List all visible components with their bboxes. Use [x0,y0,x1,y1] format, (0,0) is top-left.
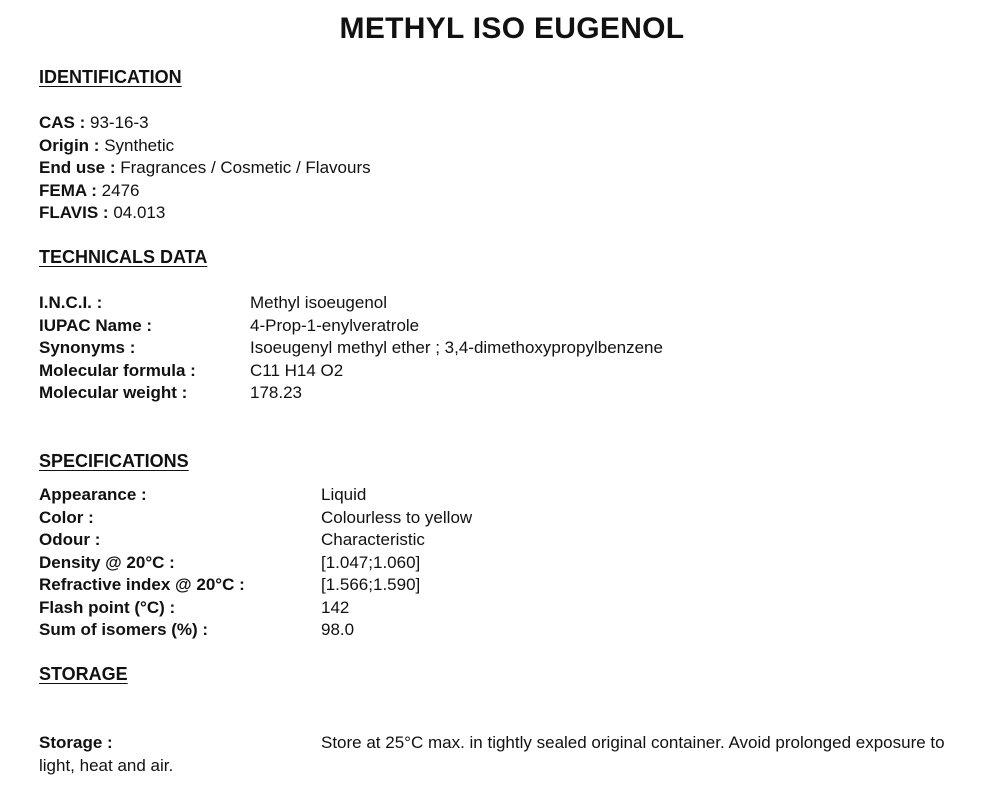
iupac-value: 4-Prop-1-enylveratrole [250,315,420,335]
origin-line [39,135,174,158]
fema-line [39,180,139,203]
origin-value: Synthetic [104,135,175,155]
isomers-label: Sum of isomers (%) : [39,620,209,639]
cas-value: 93-16-3 [90,113,149,132]
flavis-label: FLAVIS : [39,203,109,222]
flavis-value: 04.013 [113,203,166,222]
cas-label: CAS : [39,113,86,132]
end-use-value: Fragrances / Cosmetic / Flavours [120,158,371,177]
synonyms-label: Synonyms : [39,338,136,357]
color-value: Colourless to yellow [321,507,473,527]
weight-label: Molecular weight : [39,383,188,402]
page-title: METHYL ISO EUGENOL [339,12,685,45]
odour-value: Characteristic [321,530,425,549]
refractive-label: Refractive index @ 20°C : [39,575,245,594]
end-use-line [39,157,371,180]
density-value: [1.047;1.060] [321,552,421,572]
inci-label: I.N.C.I. : [39,293,103,312]
appearance-value: Liquid [321,485,367,504]
flash-point-value: 142 [321,597,350,617]
technical-heading: TECHNICALS DATA [39,247,208,267]
inci-value: Methyl isoeugenol [250,293,388,312]
fema-label: FEMA : [39,180,97,200]
weight-value: 178.23 [250,383,302,402]
refractive-value: [1.566;1.590] [321,575,421,594]
formula-value: C11 H14 O2 [250,360,344,380]
storage-paragraph [39,732,959,777]
storage-value: Store at 25°C max. in tightly sealed original container. Avoid prolonged exposure to light, heat and air. [39,733,945,775]
color-label: Color : [39,507,94,527]
density-label: Density @ 20°C : [39,552,175,572]
flash-point-label: Flash point (°C) : [39,597,176,617]
isomers-value: 98.0 [321,620,355,639]
cas-line [39,112,149,135]
synonyms-value: Isoeugenyl methyl ether ; 3,4-dimethoxypropylbenzene [250,338,663,357]
formula-label: Molecular formula : [39,360,196,380]
iupac-label: IUPAC Name : [39,315,153,335]
storage-heading: STORAGE [39,664,128,684]
odour-label: Odour : [39,530,101,549]
specifications-heading: SPECIFICATIONS [39,451,189,471]
appearance-label: Appearance : [39,485,147,504]
end-use-label: End use : [39,158,116,177]
origin-label: Origin : [39,135,100,155]
identification-heading: IDENTIFICATION [39,67,182,87]
flavis-line [39,202,165,225]
storage-label: Storage : [39,733,113,752]
fema-value: 2476 [101,180,140,200]
